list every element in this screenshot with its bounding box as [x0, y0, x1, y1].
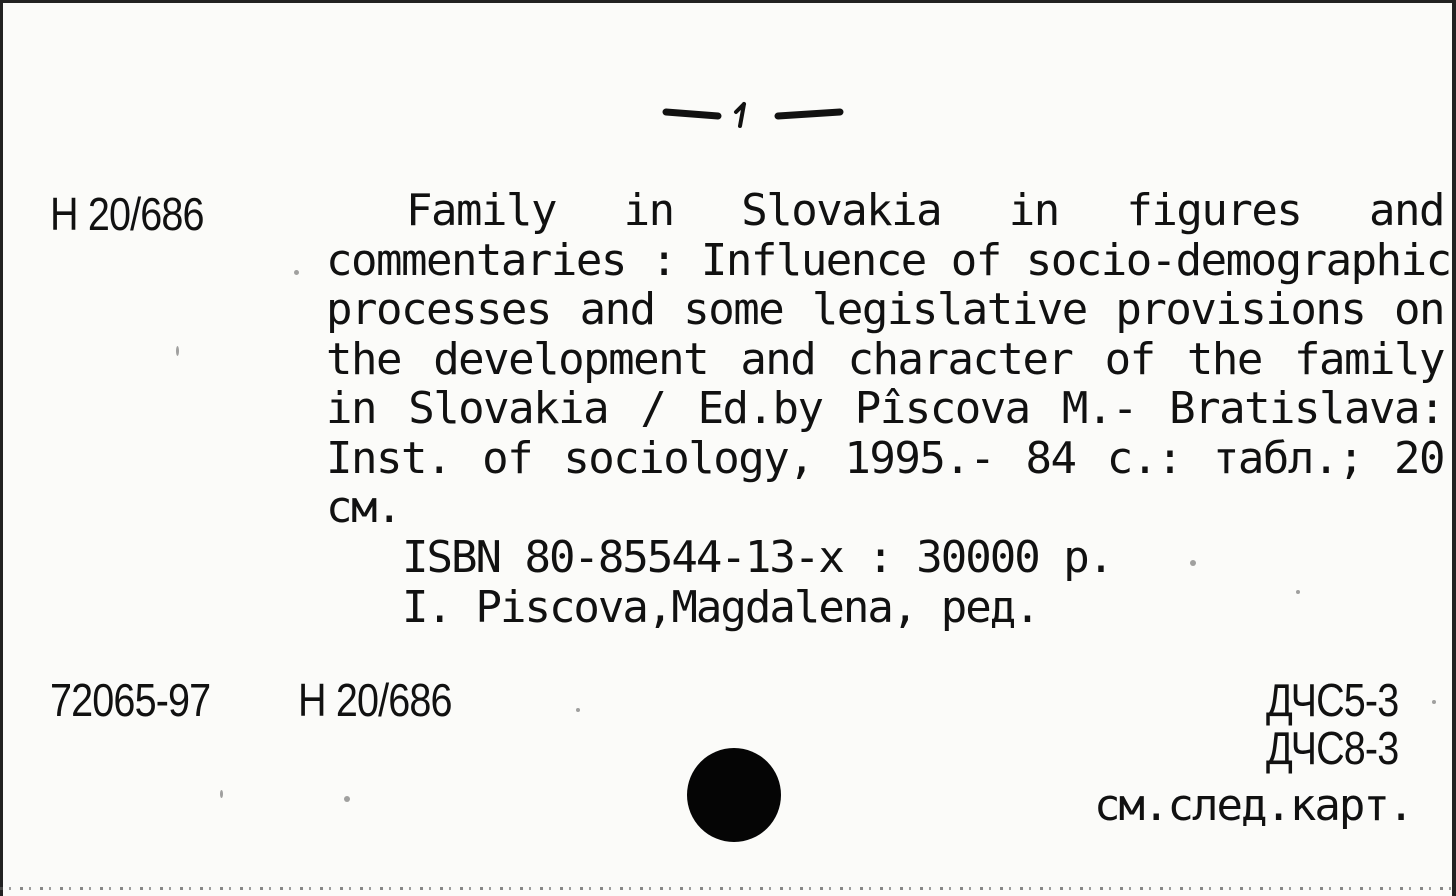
speck: [344, 796, 350, 802]
accession-number: 72065-97: [50, 674, 211, 726]
continuation-note: см.след.карт.: [1094, 780, 1413, 831]
call-number: H 20/686: [50, 188, 204, 240]
location-code: ДЧС8-3: [1266, 722, 1399, 774]
description-line: commentaries : Influence of socio-demographic: [326, 234, 1451, 286]
bibliographic-description: [326, 185, 1451, 533]
speck: [576, 708, 580, 712]
speck: [1432, 700, 1436, 704]
speck: [176, 346, 179, 356]
speck: [1296, 590, 1300, 594]
page-number-text: 1: [746, 121, 748, 123]
card-right-edge: [1452, 0, 1456, 896]
description-line: см.: [326, 482, 401, 533]
description-line: the development and character of the family: [326, 333, 1444, 385]
speck: [294, 270, 299, 275]
card-top-edge: [0, 0, 1456, 3]
card-bottom-edge: [0, 887, 1456, 890]
description-line: in Slovakia / Ed.by Pîscova M.- Bratislava:: [326, 383, 1444, 434]
isbn-line: ISBN 80-85544-13-x : 30000 p.: [402, 532, 1113, 583]
description-line: Family in Slovakia in figures and: [406, 185, 1444, 236]
description-line: processes and some legislative provisions on: [326, 284, 1444, 335]
card-punch-hole: [687, 748, 781, 842]
speck: [1190, 560, 1196, 566]
location-code: ДЧС5-3: [1266, 674, 1399, 726]
tracing-line: I. Piscova,Magdalena, ред.: [402, 582, 1039, 633]
description-line: Inst. of sociology, 1995.- 84 с.: табл.; 20: [326, 432, 1444, 484]
footer-call-number: H 20/686: [298, 674, 452, 726]
page-number-mark: [660, 92, 850, 132]
card-left-edge: [0, 0, 3, 896]
speck: [220, 790, 223, 798]
